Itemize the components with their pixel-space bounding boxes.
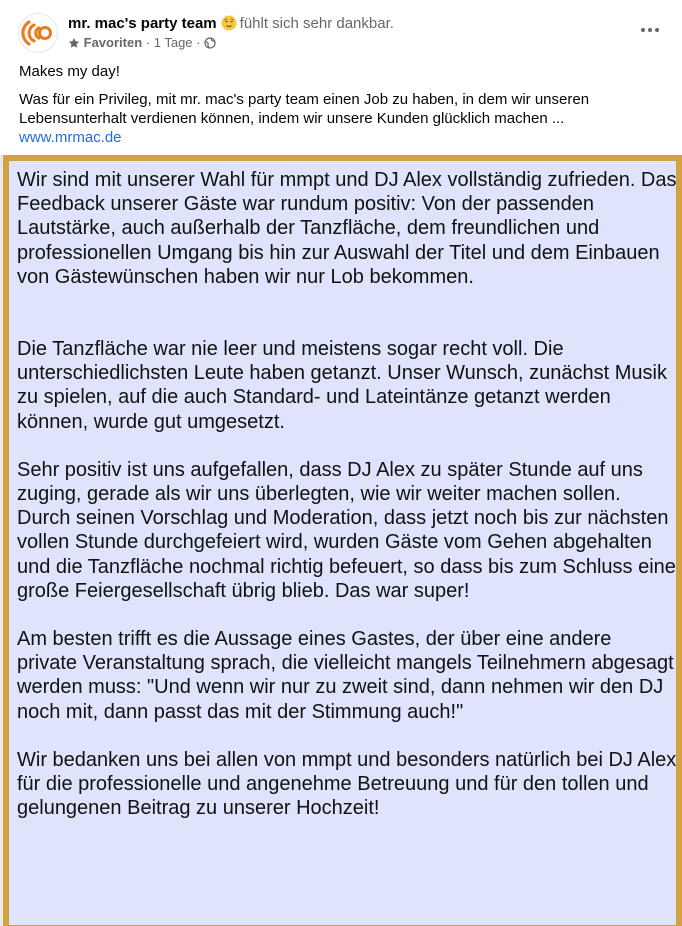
review-paragraph-1: Wir sind mit unserer Wahl für mmpt und DJ Alex vollständig zufrieden. Das Feedback unserer Gäste war rundum positiv: Von der passenden Lautstärke, auch außerhalb der Tanzfläche, dem freundlichen und professionellen Umgang bis hin zur Auswahl der Titel und dem Einbauen von Gästewünschen haben wir nur Lob bekommen. — [17, 169, 677, 288]
meta-separator: · — [145, 35, 151, 50]
relieved-emoji-icon — [221, 15, 237, 31]
review-paragraph-2: Die Tanzfläche war nie leer und meistens sogar recht voll. Die unterschiedlichsten Leute haben getanzt. Unser Wunsch, zunächst Musik zu spielen, auf die auch Standard- und Lateintänze getanzt werden können, wurde gut umgesetzt. — [17, 338, 667, 433]
post-text-line1: Makes my day! — [19, 63, 120, 80]
logo-icon — [19, 14, 57, 52]
post-text — [19, 62, 669, 147]
star-icon — [68, 37, 80, 49]
review-text — [17, 168, 677, 820]
author-line — [68, 14, 394, 34]
website-link[interactable]: www.mrmac.de — [19, 129, 122, 146]
review-image[interactable] — [3, 155, 682, 926]
post-time[interactable]: 1 Tage — [153, 35, 193, 50]
feeling-text: fühlt sich sehr dankbar. — [239, 15, 394, 32]
review-paragraph-5: Wir bedanken uns bei allen von mmpt und besonders natürlich bei DJ Alex für die professionelle und angenehme Betreuung und für den tollen und gelungenen Beitrag zu unserer Hochzeit! — [17, 748, 677, 820]
review-paragraph-4: Am besten trifft es die Aussage eines Gastes, der über eine andere private Veranstaltung sprach, die vielleicht mangels Teilnehmern abgesagt werden muss: "Und wenn wir nur zu zweit sind, dann nehmen wir den DJ noch mit, dann passt das mit der Stimmung auch!" — [17, 628, 674, 723]
author-name[interactable]: mr. mac's party team — [68, 15, 217, 32]
post-header — [0, 0, 682, 60]
more-options-button[interactable] — [636, 18, 664, 42]
post-text-body: Was für ein Privileg, mit mr. mac's party team einen Job zu haben, in dem wir unseren Lebensunterhalt verdienen können, indem wir unsere Kunden glücklich machen ... — [19, 91, 590, 127]
more-horizontal-icon — [640, 27, 660, 33]
meta-separator-2: · — [196, 35, 201, 50]
globe-icon[interactable] — [204, 37, 216, 49]
review-paragraph-3: Sehr positiv ist uns aufgefallen, dass DJ Alex zu später Stunde auf uns zuging, gerade als wir uns überlegten, wie wir weiter machen sollen. Durch seinen Vorschlag und Moderation, dass jetzt noch bis zur nächsten vollen Stunde durchgefeiert wird, wurden Gäste vom Gehen abgehalten und die Tanzfläche nochmal richtig befeuert, so dass bis zum Schluss eine große Feiergesellschaft übrig blieb. Das war super! — [17, 458, 676, 602]
page-avatar[interactable] — [18, 13, 58, 53]
favorites-label[interactable]: Favoriten — [83, 35, 143, 50]
post-meta — [68, 35, 216, 51]
